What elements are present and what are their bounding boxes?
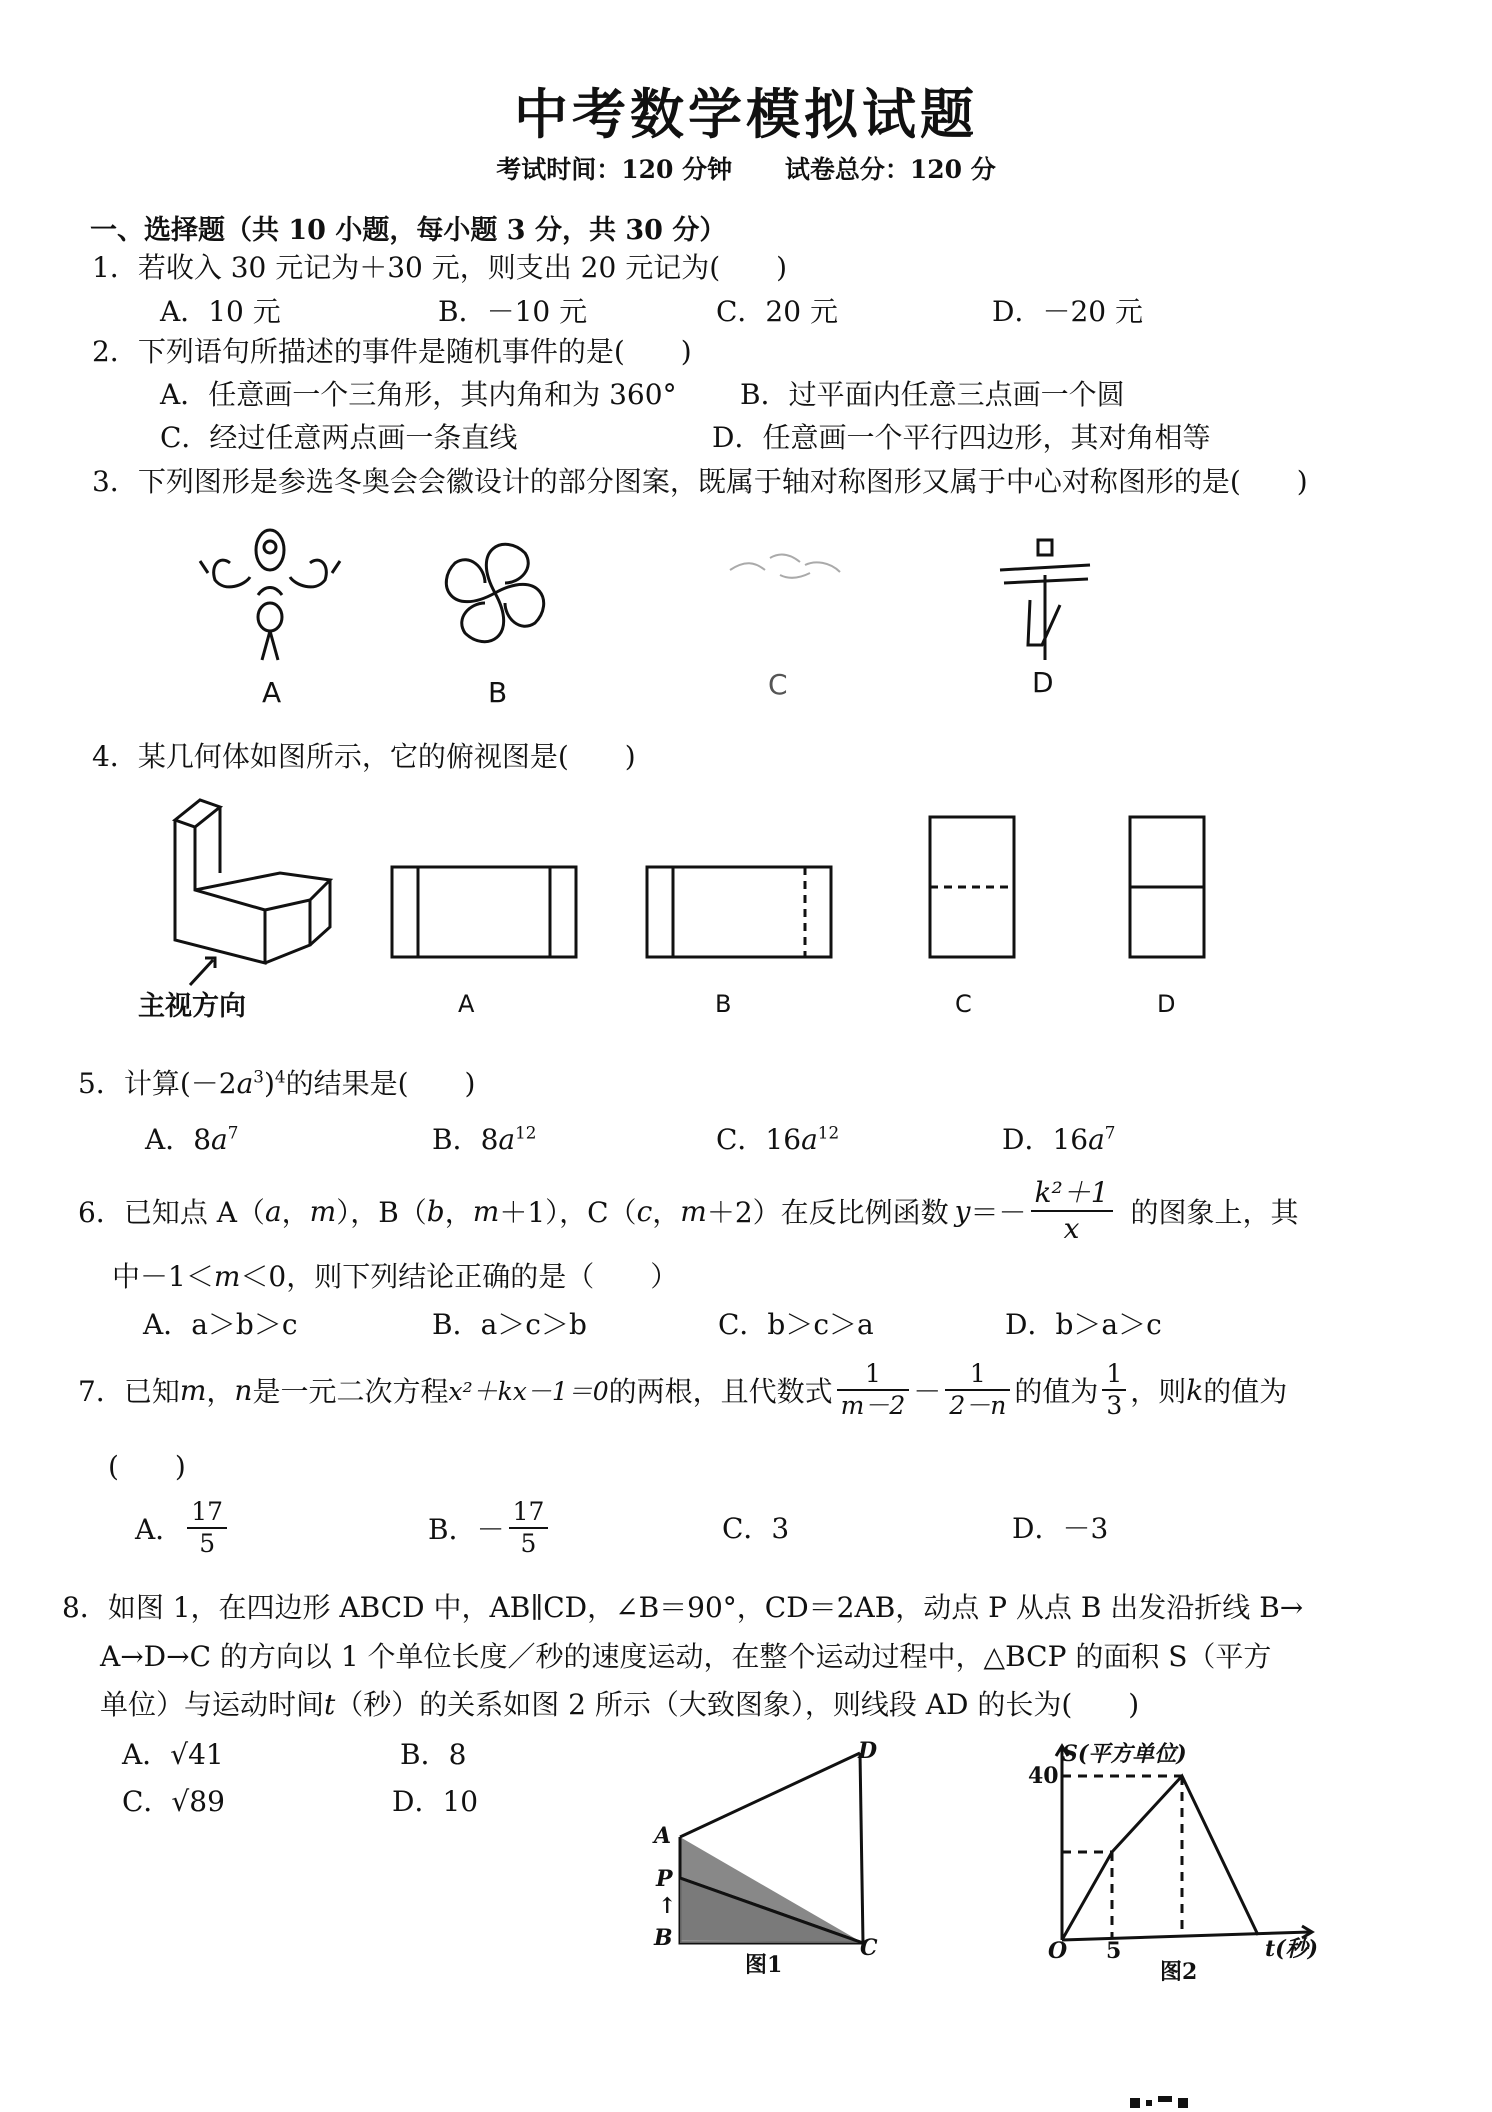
fig2-origin: O — [1048, 1938, 1068, 1964]
q6-line1: 6．已知点 A（ a ， m ），B（ b ， m ＋1），C（ c ， m ＋2）在反比例函数 y ＝－ $\frac{\text{k²＋1}}{x}$ 的图象上，其 — [78, 1176, 1299, 1245]
fig2-xlabel: t(秒) — [1265, 1936, 1318, 1962]
fig1-arrow: ↑ — [658, 1893, 677, 1919]
q6-line2: 中－1＜m＜0，则下列结论正确的是（ ） — [112, 1260, 679, 1293]
q8-line2: A→D→C 的方向以 1 个单位长度／秒的速度运动，在整个运动过程中，△BCP 的面积 S（平方 — [100, 1640, 1272, 1673]
q3-label-a: A — [262, 676, 282, 709]
fig1-label-p: P — [656, 1866, 673, 1892]
q2-option-b: B．过平面内任意三点画一个圆 — [740, 378, 1125, 411]
q8-figure-2 — [1040, 1740, 1320, 1950]
q2-option-a: A．任意画一个三角形，其内角和为 360° — [160, 378, 677, 411]
q1-option-a: A．10 元 — [160, 295, 281, 328]
fig1-label-a: A — [654, 1823, 672, 1849]
q4-label-b: B — [715, 990, 732, 1018]
q6-option-d: D．b＞a＞c — [1005, 1308, 1162, 1341]
q8-option-d: D．10 — [392, 1785, 479, 1818]
q4-option-d-figure — [1128, 815, 1208, 961]
q7-fraction-2: $\frac{1}{2-n}$ — [945, 1359, 1010, 1421]
fig1-label-c: C — [860, 1935, 878, 1961]
q3-figure-c — [720, 540, 850, 600]
q4-solid — [170, 795, 340, 970]
q8-option-a: A．√41 — [122, 1738, 224, 1771]
q6-option-c: C．b＞c＞a — [718, 1308, 874, 1341]
fig1-caption: 图1 — [745, 1952, 783, 1978]
q1-option-d: D．－20 元 — [992, 295, 1143, 328]
page-title: 中考数学模拟试题 — [514, 83, 978, 146]
total-score: 试卷总分：120 分 — [784, 155, 996, 184]
q4-label-c: C — [955, 990, 972, 1018]
q3-figure-a — [190, 525, 360, 665]
q1-option-c: C．20 元 — [716, 295, 838, 328]
q4-option-c-figure — [928, 815, 1018, 961]
q7-fraction-1: $\frac{1}{m-2}$ — [837, 1359, 910, 1421]
section-title: 一、选择题（共 10 小题，每小题 3 分，共 30 分） — [90, 215, 727, 246]
q7-option-c: C．3 — [722, 1512, 790, 1545]
q8-line1: 8．如图 1，在四边形 ABCD 中，AB∥CD，∠B＝90°，CD＝2AB，动点 P 从点 B 出发沿折线 B→ — [62, 1591, 1304, 1624]
q8-figure-1 — [640, 1745, 900, 1955]
q3-stem: 3．下列图形是参选冬奥会会徽设计的部分图案，既属于轴对称图形又属于中心对称图形的是( ) — [92, 465, 1308, 498]
q1-stem: 1．若收入 30 元记为＋30 元，则支出 20 元记为( ) — [92, 251, 788, 284]
qr-code-fragment — [1128, 2092, 1198, 2112]
q6-option-a: A．a＞b＞c — [143, 1308, 298, 1341]
q7-option-b: B．－ $\frac{17}{5}$ — [428, 1492, 552, 1564]
q5-option-b: B．$8a^{12}$ — [432, 1122, 537, 1156]
direction-label: 主视方向 — [138, 991, 246, 1022]
fig1-label-b: B — [654, 1925, 673, 1951]
q4-option-b-figure — [645, 865, 835, 960]
q6-option-b: B．a＞c＞b — [432, 1308, 587, 1341]
fig2-tick-5: 5 — [1106, 1938, 1122, 1964]
q8-option-c: C．√89 — [122, 1785, 225, 1818]
q7-line2: ( ) — [108, 1450, 186, 1483]
fig1-label-d: D — [858, 1738, 878, 1764]
q3-label-d: D — [1032, 666, 1054, 699]
q8-line3: 单位）与运动时间t（秒）的关系如图 2 所示（大致图象），则线段 AD 的长为( ) — [100, 1688, 1140, 1721]
fig2-caption: 图2 — [1160, 1959, 1198, 1985]
q4-stem: 4．某几何体如图所示，它的俯视图是( ) — [92, 740, 636, 773]
q7-option-a: A． $\frac{17}{5}$ — [135, 1492, 231, 1564]
q5-option-a: A．$8a^7$ — [145, 1122, 239, 1156]
exam-time: 考试时间：120 分钟 — [496, 155, 733, 184]
q6-fraction: $\frac{\text{k²＋1}}{x}$ — [1031, 1176, 1113, 1245]
q8-option-b: B．8 — [400, 1738, 467, 1771]
q3-figure-d — [990, 535, 1100, 665]
q7-option-d: D．－3 — [1012, 1512, 1109, 1545]
q2-stem: 2．下列语句所描述的事件是随机事件的是( ) — [92, 335, 692, 368]
q3-figure-b — [430, 528, 560, 658]
q2-option-c: C．经过任意两点画一条直线 — [160, 421, 518, 454]
q7-line1: 7．已知 m ， n 是一元二次方程 x²＋kx－1＝0 的两根，且代数式 $\frac{1}{m-2}$ － $\frac{1}{2-n}$ 的值为 $\frac{1}{3}$ ，则 k 的值为 — [78, 1359, 1288, 1420]
q4-option-a-figure — [390, 865, 580, 960]
fig2-ylabel: S(平方单位) — [1062, 1741, 1187, 1767]
q2-option-d: D．任意画一个平行四边形，其对角相等 — [712, 421, 1211, 454]
fig2-tick-40: 40 — [1028, 1763, 1059, 1789]
q3-label-c: C — [768, 668, 788, 701]
q4-label-a: A — [458, 990, 475, 1018]
q3-label-b: B — [488, 676, 508, 709]
q1-option-b: B．－10 元 — [438, 295, 588, 328]
q5-option-d: D．$16a^7$ — [1002, 1122, 1116, 1156]
exam-info — [0, 150, 1492, 186]
q5-option-c: C．$16a^{12}$ — [716, 1122, 840, 1156]
q4-label-d: D — [1157, 990, 1176, 1018]
q7-fraction-3: $\frac{1}{3}$ — [1102, 1359, 1126, 1421]
q5-stem: 5．计算$(-2a^3)^4$的结果是( ) — [78, 1066, 476, 1100]
